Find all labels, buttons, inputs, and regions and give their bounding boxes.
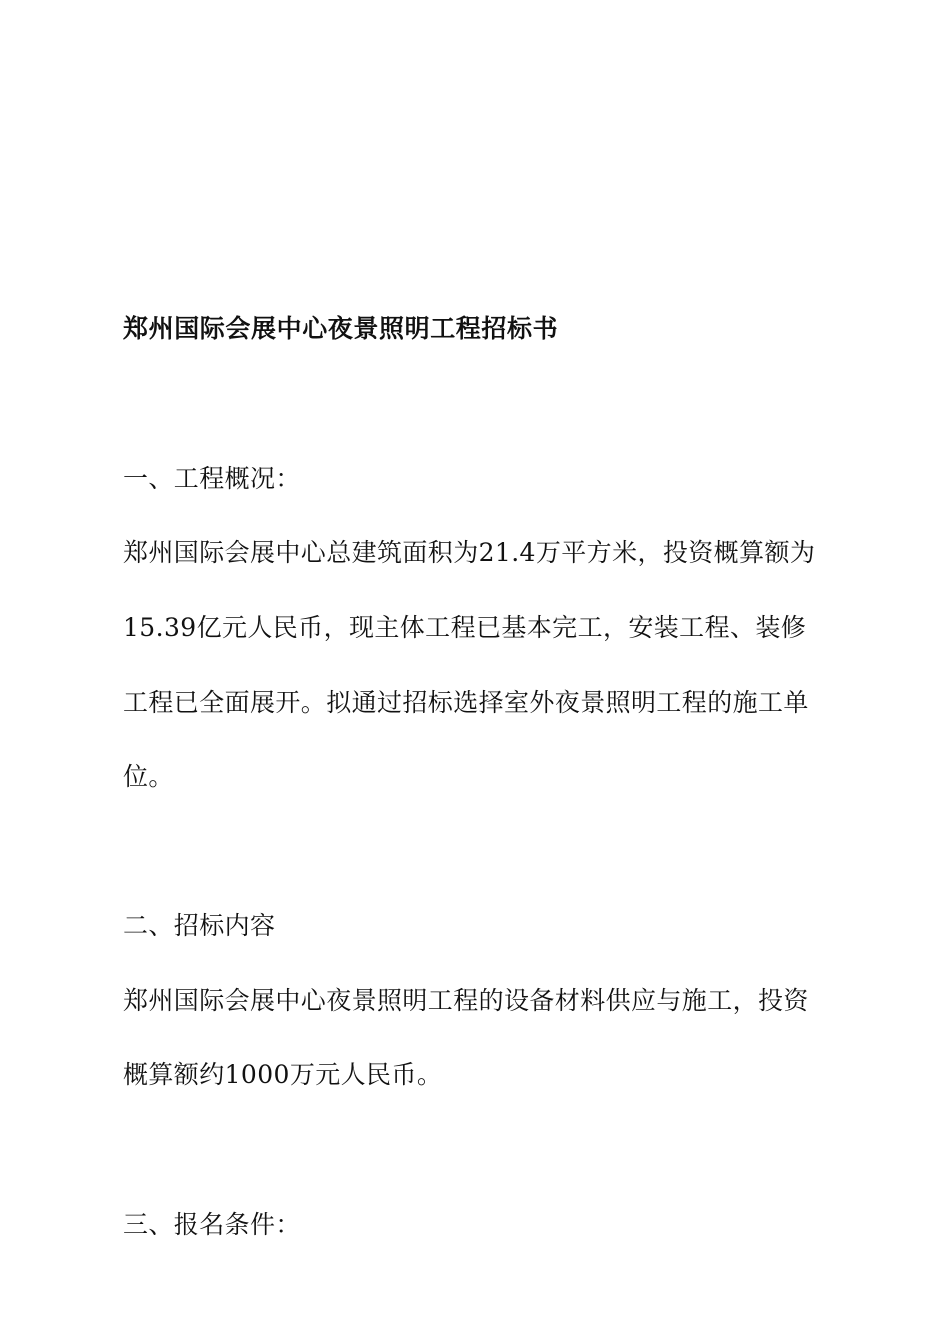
section-2-line-1: 郑州国际会展中心夜景照明工程的设备材料供应与施工，投资 (123, 986, 809, 1015)
section-1-line-4: 位。 (123, 762, 174, 791)
section-1-line-3: 工程已全面展开。拟通过招标选择室外夜景照明工程的施工单 (123, 688, 809, 717)
section-1-heading: 一、工程概况： (123, 464, 301, 493)
section-2-line-2: 概算额约1000万元人民币。 (123, 1060, 443, 1089)
section-1-line-1: 郑州国际会展中心总建筑面积为21.4万平方米，投资概算额为 (123, 538, 816, 567)
document-title: 郑州国际会展中心夜景照明工程招标书 (123, 314, 559, 343)
section-3-heading: 三、报名条件： (123, 1210, 301, 1239)
section-1-line-2: 15.39亿元人民币，现主体工程已基本完工，安装工程、装修 (123, 613, 807, 642)
section-2-heading: 二、招标内容 (123, 911, 276, 940)
